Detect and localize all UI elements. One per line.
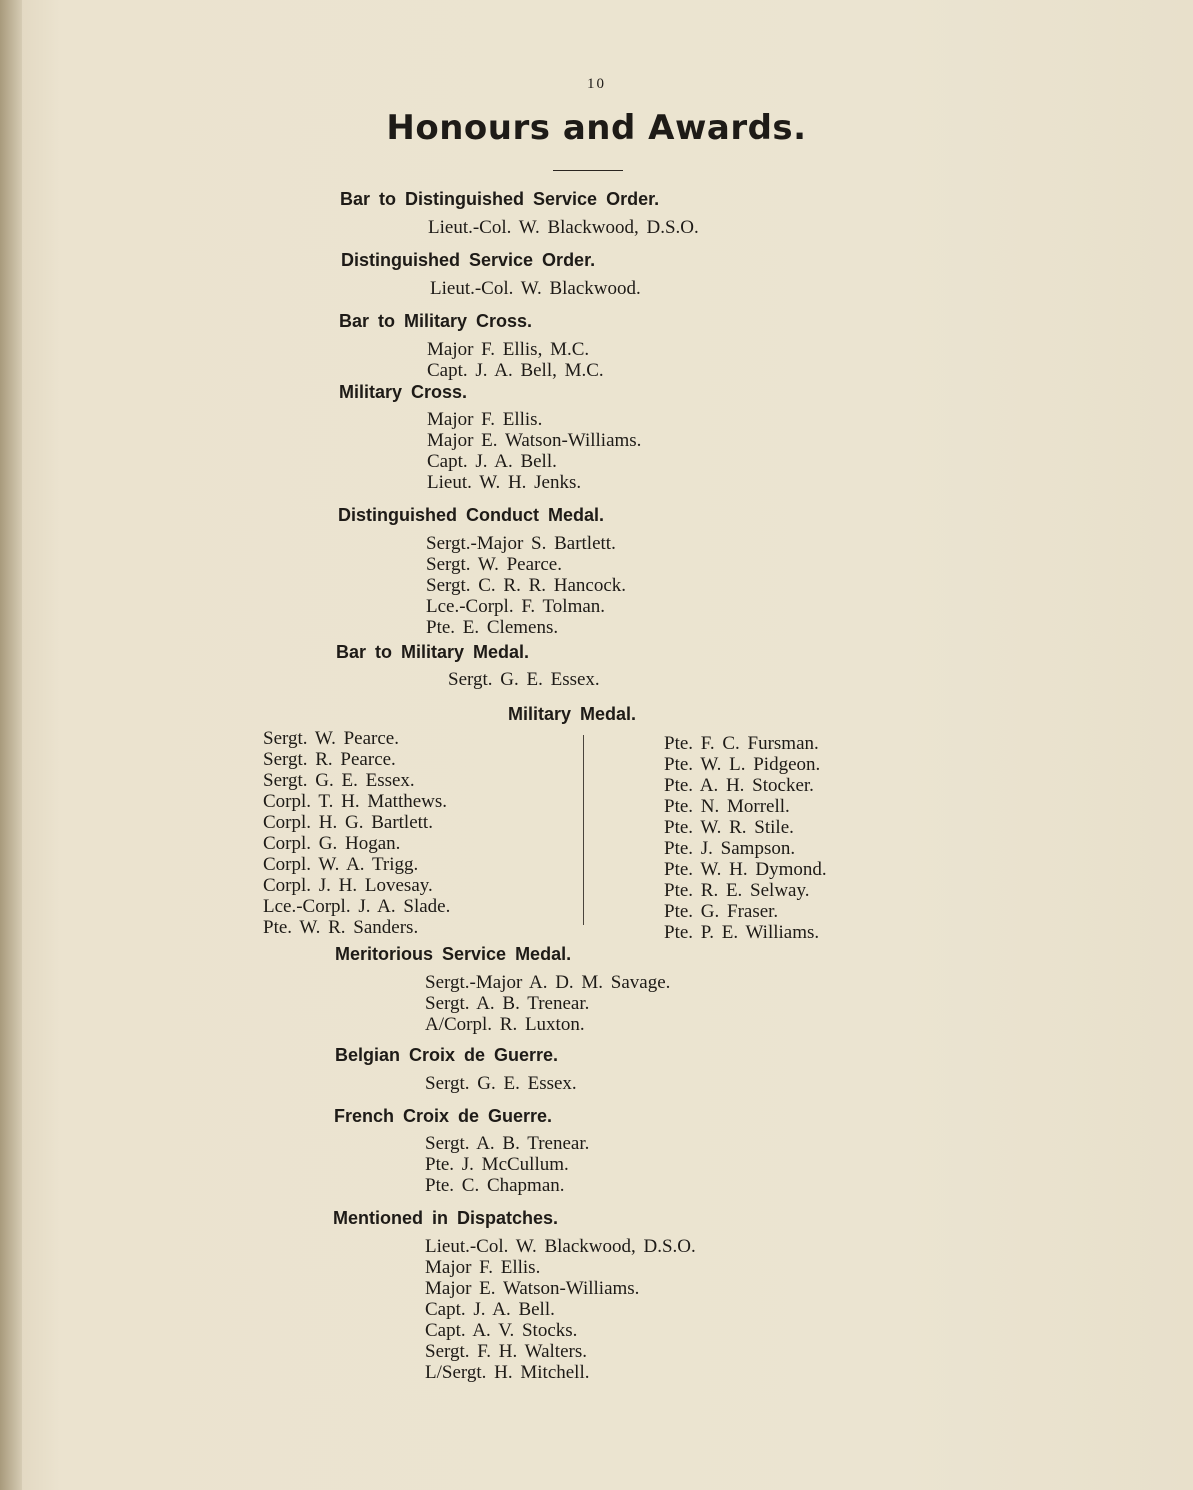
- page-title: Honours and Awards.: [386, 108, 807, 148]
- name-entry: Sergt. A. B. Trenear.: [425, 993, 590, 1014]
- name-entry: Capt. A. V. Stocks.: [425, 1320, 578, 1341]
- name-entry: Sergt. G. E. Essex.: [448, 669, 600, 690]
- name-entry: Major E. Watson-Williams.: [425, 1278, 640, 1299]
- name-entry: L/Sergt. H. Mitchell.: [425, 1362, 590, 1383]
- name-entry: Lieut. W. H. Jenks.: [427, 472, 582, 493]
- name-entry: Major F. Ellis, M.C.: [427, 339, 590, 360]
- list-mm-left: [263, 728, 450, 938]
- name-entry: Sergt.-Major S. Bartlett.: [426, 533, 616, 554]
- title-rule: [553, 170, 623, 171]
- name-entry: Lieut.-Col. W. Blackwood.: [430, 278, 641, 299]
- name-entry: Major F. Ellis.: [427, 409, 543, 430]
- list-dcm: [426, 533, 626, 638]
- name-entry: Corpl. W. A. Trigg.: [263, 854, 419, 875]
- name-entry: Major F. Ellis.: [425, 1257, 541, 1278]
- name-entry: Sergt. R. Pearce.: [263, 749, 396, 770]
- heading-mc: Military Cross.: [339, 382, 468, 402]
- heading-french: French Croix de Guerre.: [334, 1106, 553, 1126]
- heading-belgian: Belgian Croix de Guerre.: [335, 1045, 559, 1065]
- name-entry: Lieut.-Col. W. Blackwood, D.S.O.: [428, 217, 699, 238]
- name-entry: Pte. W. R. Sanders.: [263, 917, 419, 938]
- list-mm-right: [664, 733, 827, 943]
- list-mid: [425, 1236, 696, 1383]
- name-entry: Pte. C. Chapman.: [425, 1175, 565, 1196]
- name-entry: Pte. N. Morrell.: [664, 796, 790, 817]
- list-dso: [430, 278, 641, 299]
- name-entry: Corpl. G. Hogan.: [263, 833, 401, 854]
- name-entry: Capt. J. A. Bell.: [425, 1299, 555, 1320]
- heading-mid: Mentioned in Dispatches.: [333, 1208, 559, 1228]
- name-entry: Pte. P. E. Williams.: [664, 922, 820, 943]
- name-entry: Sergt. W. Pearce.: [426, 554, 562, 575]
- name-entry: Sergt. G. E. Essex.: [263, 770, 415, 791]
- heading-mm: Military Medal.: [508, 704, 637, 724]
- heading-bar-mc: Bar to Military Cross.: [339, 311, 533, 331]
- name-entry: Lce.-Corpl. J. A. Slade.: [263, 896, 451, 917]
- binding-edge: [0, 0, 22, 1490]
- name-entry: Sergt. C. R. R. Hancock.: [426, 575, 627, 596]
- name-entry: Sergt. W. Pearce.: [263, 728, 399, 749]
- name-entry: Pte. W. L. Pidgeon.: [664, 754, 821, 775]
- heading-bar-dso: Bar to Distinguished Service Order.: [340, 189, 660, 209]
- list-bar-dso: [428, 217, 699, 238]
- name-entry: Pte. W. R. Stile.: [664, 817, 794, 838]
- name-entry: A/Corpl. R. Luxton.: [425, 1014, 585, 1035]
- name-entry: Capt. J. A. Bell, M.C.: [427, 360, 604, 381]
- heading-msm: Meritorious Service Medal.: [335, 944, 572, 964]
- heading-dcm: Distinguished Conduct Medal.: [338, 505, 605, 525]
- heading-bar-mm: Bar to Military Medal.: [336, 642, 530, 662]
- name-entry: Pte. R. E. Selway.: [664, 880, 810, 901]
- name-entry: Corpl. J. H. Lovesay.: [263, 875, 433, 896]
- list-french: [425, 1133, 589, 1196]
- name-entry: Sergt.-Major A. D. M. Savage.: [425, 972, 671, 993]
- name-entry: Pte. J. McCullum.: [425, 1154, 569, 1175]
- name-entry: Corpl. H. G. Bartlett.: [263, 812, 433, 833]
- name-entry: Pte. J. Sampson.: [664, 838, 796, 859]
- list-mc: [427, 409, 641, 493]
- name-entry: Sergt. A. B. Trenear.: [425, 1133, 590, 1154]
- heading-dso: Distinguished Service Order.: [341, 250, 596, 270]
- name-entry: Pte. E. Clemens.: [426, 617, 559, 638]
- name-entry: Lce.-Corpl. F. Tolman.: [426, 596, 606, 617]
- list-bar-mm: [448, 669, 600, 690]
- name-entry: Capt. J. A. Bell.: [427, 451, 557, 472]
- name-entry: Pte. W. H. Dymond.: [664, 859, 827, 880]
- name-entry: Sergt. F. H. Walters.: [425, 1341, 587, 1362]
- name-entry: Pte. F. C. Fursman.: [664, 733, 819, 754]
- name-entry: Major E. Watson-Williams.: [427, 430, 642, 451]
- list-bar-mc: [427, 339, 604, 381]
- name-entry: Sergt. G. E. Essex.: [425, 1073, 577, 1094]
- name-entry: Corpl. T. H. Matthews.: [263, 791, 448, 812]
- name-entry: Lieut.-Col. W. Blackwood, D.S.O.: [425, 1236, 696, 1257]
- list-msm: [425, 972, 670, 1035]
- list-belgian: [425, 1073, 577, 1094]
- column-divider: [583, 735, 584, 925]
- name-entry: Pte. G. Fraser.: [664, 901, 779, 922]
- page-number: 10: [587, 76, 606, 92]
- name-entry: Pte. A. H. Stocker.: [664, 775, 814, 796]
